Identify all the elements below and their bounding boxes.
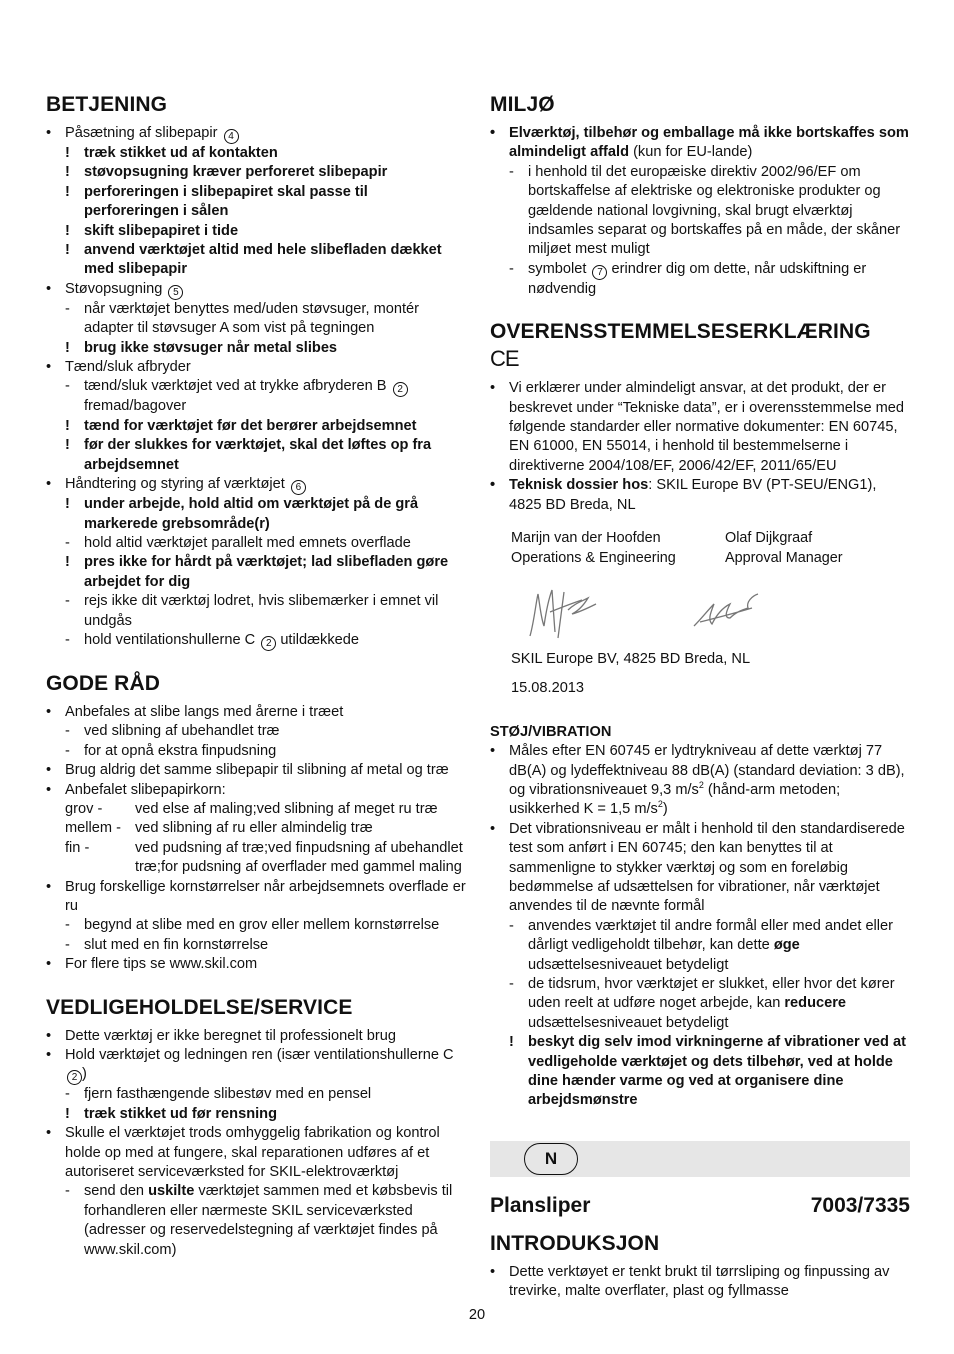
warning-item: ! perforeringen i slibepapiret skal passe til perforeringen i sålen xyxy=(65,183,368,220)
section-gode-raad xyxy=(46,671,466,975)
list-item: • Anbefalet slibepapirkorn: xyxy=(46,781,226,798)
list-item: • Dette verktøyet er tenkt brukt til tørrsliping og finpussing av trevirke, malte overflater, plast og fyllmasse xyxy=(490,1263,890,1300)
sub-item: - når værktøjet benyttes med/uden støvsuger, montér adapter til støvsuger A som vist på tegningen xyxy=(65,300,419,337)
warning-item: ! skift slibepapiret i tide xyxy=(65,222,239,239)
signatory-2: Olaf Dijkgraaf Approval Manager xyxy=(725,530,843,566)
ce-mark-icon: CE xyxy=(490,346,519,372)
sub-item: - tænd/sluk værktøjet ved at trykke afbryderen B 2 fremad/bagover xyxy=(46,377,466,416)
sub-item: - send den uskilte værktøjet sammen med et købsbevis til forhandleren eller nærmeste SKIL serviceværksted (adresser og reservedelstegning af værktøjet findes på www.skil.com) xyxy=(65,1183,453,1258)
signature-1-icon xyxy=(524,582,604,644)
product-name: Plansliper xyxy=(490,1193,591,1217)
list-item: • Vi erklærer under almindeligt ansvar, at det produkt, der er beskrevet under “Tekniske data”, er i overensstemmelse med følgende standarder eller normative dokumenter: EN 60745, EN 61000, EN 55014, i henhold til bestemmelserne i direktiverne 2004/108/EF, 2006/42/EF, 2011/65/EU xyxy=(490,380,905,474)
sub-item: - symbolet 7 erindrer dig om dette, når udskiftning er nødvendig xyxy=(509,260,867,297)
heading-introduksjon: INTRODUKSJON xyxy=(490,1231,660,1255)
sub-item: - anvendes værktøjet til andre formål eller med andet eller dårligt vedligeholdt tilbehør, kan dette øge udsættelsesniveauet betydeligt xyxy=(509,917,894,973)
list-item: • Brug forskellige kornstørrelser når arbejdsemnets overflade er ru xyxy=(46,878,466,914)
section-betjening xyxy=(46,92,466,651)
heading-betjening: BETJENING xyxy=(46,93,168,116)
signatory-1: Marijn van der Hoofden Operations & Engineering xyxy=(511,530,676,566)
list-item: • Håndtering og styring af værktøjet 6 xyxy=(46,475,466,495)
warning-item: ! brug ikke støvsuger når metal slibes xyxy=(65,339,338,356)
product-code: 7003/7335 xyxy=(810,1193,910,1217)
warning-item: ! træk stikket ud af kontakten xyxy=(65,145,278,161)
section-stoj-vibration xyxy=(490,723,910,1111)
figure-ref-number: 5 xyxy=(168,285,183,300)
list-item: • Teknisk dossier hos: SKIL Europe BV (PT-SEU/ENG1), 4825 BD Breda, NL xyxy=(490,477,877,513)
list-item: • Brug aldrig det samme slibepapir til slibning af metal og træ xyxy=(46,762,449,779)
signatory-names xyxy=(511,529,910,568)
sub-item: - fjern fasthængende slibestøv med en pensel xyxy=(65,1086,372,1103)
list-item: • Elværktøj, tilbehør og emballage må ikke bortskaffes som almindeligt affald (kun for EU-lande) xyxy=(490,125,909,161)
sub-item: - de tidsrum, hvor værktøjet er slukket, eller hvor det kører uden reelt at udføre noget arbejde, kan reducere udsættelsesniveauet betydeligt xyxy=(509,976,895,1031)
sub-item: - i henhold til det europæiske direktiv 2002/96/EF om bortskaffelse af elektriske og elektroniske produkter og gældende national lovgivning, skal brugt elværktøj indsamles separat og bortskaffes på en måde, der skåner miljøet mest muligt xyxy=(509,163,901,258)
list-item: • Dette værktøj er ikke beregnet til professionelt brug xyxy=(46,1027,396,1044)
figure-ref-number: 2 xyxy=(67,1070,82,1085)
list-item: • Støvopsugning 5 xyxy=(46,280,466,300)
sub-item: - hold altid værktøjet parallelt med emnets overflade xyxy=(65,534,411,551)
warning-item: ! træk stikket ud før rensning xyxy=(65,1105,277,1122)
list-item: • Det vibrationsniveau er målt i henhold til den standardiserede test som anført i EN 60745; den kan benyttes til at sammenligne to stykker værktøj og som en foreløbig bedømmelse af udsættelsen for vibrationer, når værktøjet anvendes til de nævnte formål xyxy=(490,820,905,915)
list-item: • Tænd/sluk afbryder xyxy=(46,359,191,376)
warning-item: ! pres ikke for hårdt på værktøjet; lad slibefladen gøre arbejdet for dig xyxy=(65,554,449,590)
signature-2-icon xyxy=(686,582,766,644)
figure-ref-number: 4 xyxy=(224,129,239,144)
product-header xyxy=(490,1193,910,1219)
list-item: • Anbefales at slibe langs med årerne i træet xyxy=(46,703,344,720)
figure-ref-number: 2 xyxy=(393,382,408,397)
sub-item: - begynd at slibe med en grov eller mellem kornstørrelse xyxy=(65,917,440,934)
list-item: • For flere tips se www.skil.com xyxy=(46,956,258,973)
section-overensstemmelse xyxy=(490,319,910,698)
section-miljo xyxy=(490,92,910,299)
page-number: 20 xyxy=(468,1307,486,1323)
heading-gode-raad: GODE RÅD xyxy=(46,671,160,695)
list-item: • Måles efter EN 60745 er lydtrykniveau af dette værktøj 77 dB(A) og lydeffektniveau 88 dB(A) (standard deviation: 3 dB), og vibrationsniveauet 9,3 $m/s^2$ (hånd-arm metoden; usikkerhed K = 1,5 $m/s^2$) xyxy=(490,743,905,818)
warning-item: ! beskyt dig selv imod virkningerne af vibrationer ved at vedligeholde værktøjet og dets tilbehør, ved at holde dine hænder varme og ved at organisere dine arbejdsmønstre xyxy=(509,1034,906,1109)
list-item: • Påsætning af slibepapir 4 xyxy=(46,124,466,144)
heading-stoj-vibration: STØJ/VIBRATION xyxy=(490,723,612,740)
figure-ref-number: 2 xyxy=(261,636,276,651)
left-column xyxy=(46,92,466,1280)
heading-overensstemmelse: OVERENSSTEMMELSESERKLÆRING xyxy=(490,320,871,344)
warning-item: ! før der slukkes for værktøjet, skal det løftes op fra arbejdsemnet xyxy=(65,437,432,473)
list-item: • Hold værktøjet og ledningen ren (især ventilationshullerne C 2 ) xyxy=(46,1047,454,1084)
heading-miljo: MILJØ xyxy=(490,93,555,116)
heading-vedligeholdelse: VEDLIGEHOLDELSE/SERVICE xyxy=(46,995,353,1019)
warning-item: ! støvopsugning kræver perforeret slibepapir xyxy=(65,164,388,181)
sub-item: - ved slibning af ubehandlet træ xyxy=(65,723,280,740)
language-badge: N xyxy=(524,1143,578,1175)
sub-item: - slut med en fin kornstørrelse xyxy=(65,936,269,953)
grit-row: grov - ved else af maling;ved slibning af meget ru træ xyxy=(65,800,438,817)
grit-row: fin - ved pudsning af træ;ved finpudsning af ubehandlet træ;for pudsning af overflader med gammel maling xyxy=(65,839,463,876)
warning-item: ! anvend værktøjet altid med hele slibefladen dækket med slibepapir xyxy=(65,242,442,278)
sub-item: - rejs ikke dit værktøj lodret, hvis slibemærker i emnet vil undgås xyxy=(65,593,439,629)
warning-item: ! tænd for værktøjet før det berører arbejdsemnet xyxy=(65,417,417,434)
company-address: SKIL Europe BV, 4825 BD Breda, NL xyxy=(511,650,751,667)
figure-ref-number: 6 xyxy=(291,480,306,495)
right-column xyxy=(490,92,910,1302)
sub-item: - for at opnå ekstra finpudsning xyxy=(65,742,277,759)
list-item: • Skulle el værktøjet trods omhyggelig fabrikation og kontrol holde op med at fungere, skal reparationen udføres af et autoriseret serviceværksted for SKIL-elektroværktøj xyxy=(46,1125,440,1181)
sub-item: - hold ventilationshullerne C 2 utildækkede xyxy=(65,631,360,649)
signatures xyxy=(524,582,910,644)
section-vedligeholdelse xyxy=(46,995,466,1260)
declaration-date: 15.08.2013 xyxy=(511,680,585,697)
grit-row: mellem - ved slibning af ru eller almindelig træ xyxy=(65,820,373,837)
warning-item: ! under arbejde, hold altid om værktøjet på de grå markerede grebsområde(r) xyxy=(65,496,419,532)
language-bar xyxy=(490,1141,910,1177)
figure-ref-number: 7 xyxy=(592,265,607,280)
